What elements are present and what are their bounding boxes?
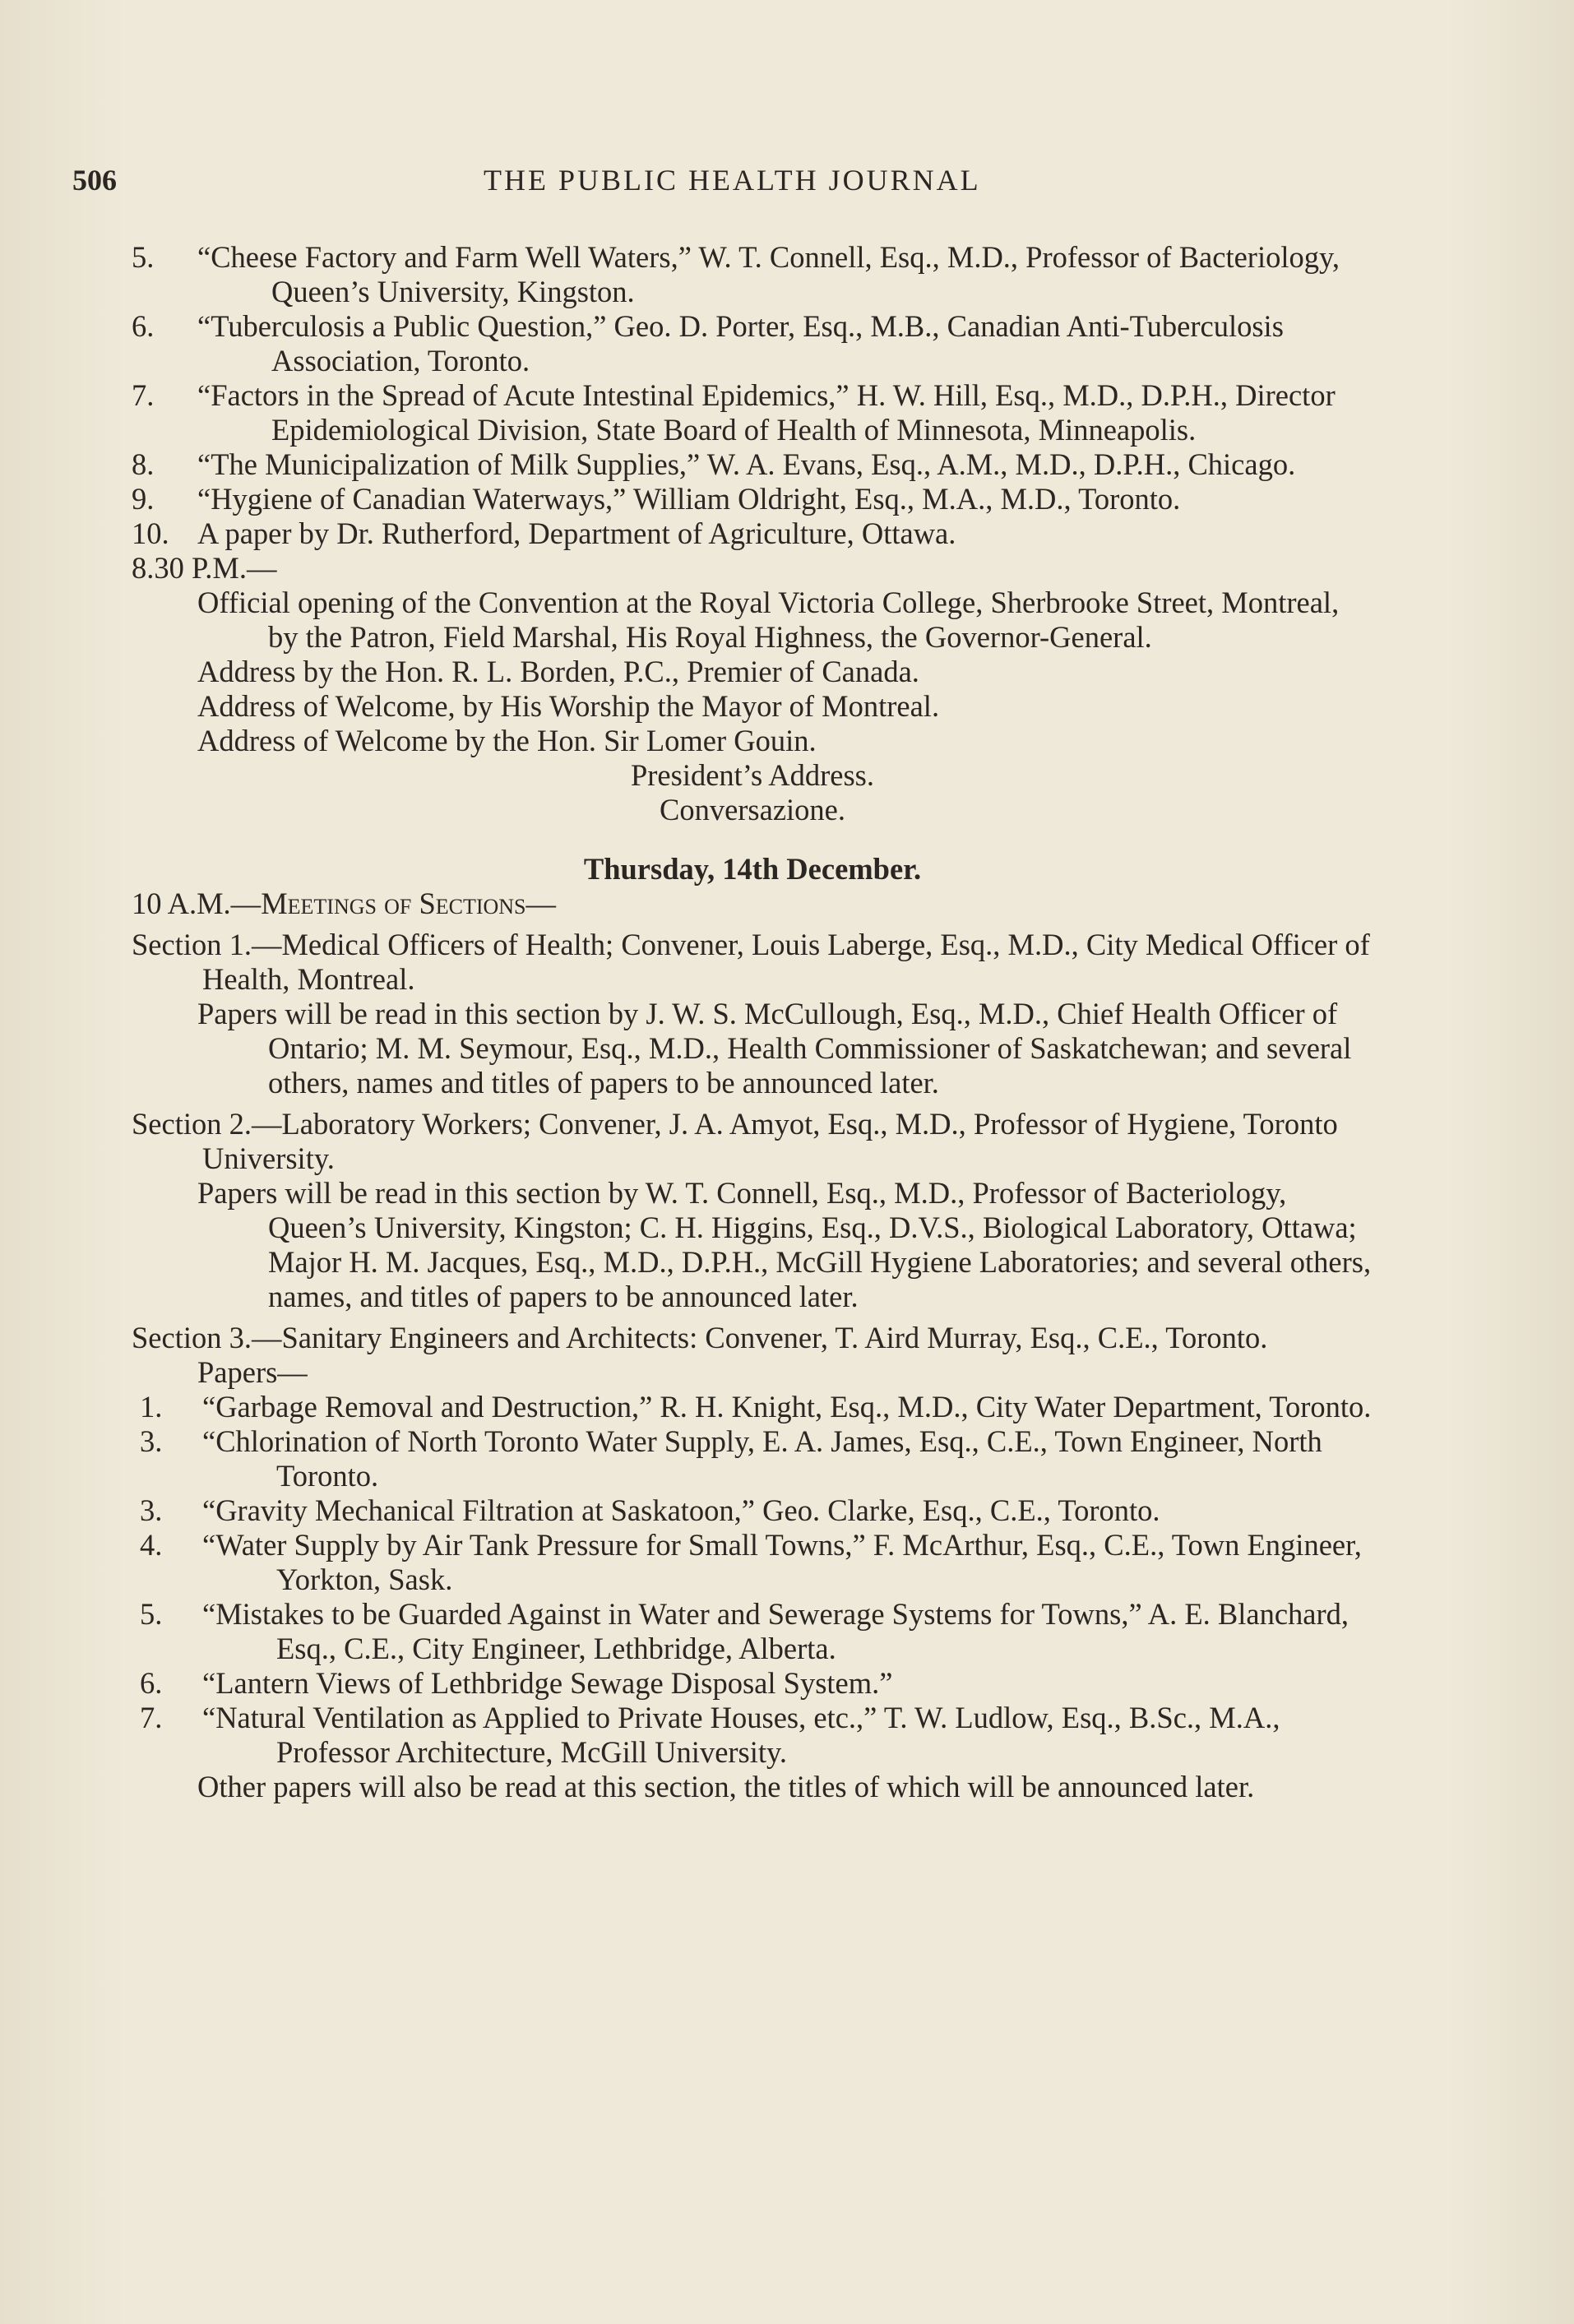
section-3: Section 3.—Sanitary Engineers and Architects: Convener, T. Aird Murray, Esq., C.E., Toronto. (132, 1321, 1268, 1354)
section-1-papers: Papers will be read in this section by J. W. S. McCullough, Esq., M.D., Chief Health Officer of Ontario; M. M. Seymour, Esq., M.D., Health Commissioner of Saskatchewan; and several others, names and titles of papers to be announced later. (197, 997, 1352, 1100)
item-number: 10. (132, 516, 169, 550)
section-1: Section 1.—Medical Officers of Health; Convener, Louis Laberge, Esq., M.D., City Medical Officer of Health, Montreal. (132, 928, 1370, 996)
item-number: 8. (132, 447, 155, 481)
item-number: 3. (140, 1493, 163, 1527)
item-number: 5. (140, 1597, 163, 1631)
item-number: 5. (132, 240, 155, 274)
item-text: “Chlorination of North Toronto Water Supply, E. A. James, Esq., C.E., Town Engineer, North Toronto. (202, 1424, 1322, 1493)
evening-programme (132, 551, 1373, 827)
list-item (132, 516, 1373, 551)
item-text: A paper by Dr. Rutherford, Department of Agriculture, Ottawa. (197, 516, 956, 550)
list-item (132, 1390, 1373, 1424)
item-text: “Gravity Mechanical Filtration at Saskatoon,” Geo. Clarke, Esq., C.E., Toronto. (202, 1493, 1160, 1527)
evening-time: 8.30 P.M.— (132, 551, 277, 585)
item-number: 4. (140, 1528, 163, 1562)
presidents-address: President’s Address. (630, 758, 875, 792)
list-item (132, 1666, 1373, 1701)
section-2-papers: Papers will be read in this section by W. T. Connell, Esq., M.D., Professor of Bacteriology, Queen’s University, Kingston; C. H. Higgins, Esq., D.V.S., Biological Laboratory, Ottawa; Major H. M. Jacques, Esq., M.D., D.P.H., McGill Hygiene Laboratories; and several others, names, and titles of papers to be announced later. (197, 1176, 1372, 1313)
item-text: “The Municipalization of Milk Supplies,” W. A. Evans, Esq., A.M., M.D., D.P.H., Chicago. (197, 447, 1296, 481)
item-text: “Cheese Factory and Farm Well Waters,” W. T. Connell, Esq., M.D., Professor of Bacteriology, Queen’s University, Kingston. (197, 240, 1340, 308)
list-item (132, 482, 1373, 516)
official-opening: Official opening of the Convention at the Royal Victoria College, Sherbrooke Street, Montreal, by the Patron, Field Marshal, His Royal Highness, the Governor-General. (197, 586, 1340, 654)
list-item (132, 378, 1373, 447)
item-text: “Tuberculosis a Public Question,” Geo. D. Porter, Esq., M.B., Canadian Anti-Tuberculosis Association, Toronto. (197, 309, 1284, 377)
sections-programme (132, 887, 1373, 1804)
list-item (132, 1701, 1373, 1770)
address-gouin: Address of Welcome by the Hon. Sir Lomer Gouin. (197, 724, 817, 757)
item-number: 3. (140, 1424, 163, 1458)
meetings-time-line (132, 887, 1373, 921)
section-3-footer: Other papers will also be read at this section, the titles of which will be announced later. (197, 1770, 1255, 1803)
item-number: 1. (140, 1390, 163, 1424)
section-2: Section 2.—Laboratory Workers; Convener, J. A. Amyot, Esq., M.D., Professor of Hygiene, Toronto University. (132, 1107, 1338, 1175)
day-heading: Thursday, 14th December. (583, 852, 922, 886)
page-header (72, 163, 1388, 206)
page-body (132, 240, 1373, 1804)
meetings-time: 10 A.M.— (132, 887, 262, 920)
list-item (132, 240, 1373, 309)
list-item (132, 447, 1373, 482)
item-text: “Mistakes to be Guarded Against in Water and Sewerage Systems for Towns,” A. E. Blanchard, Esq., C.E., City Engineer, Lethbridge, Alberta. (202, 1597, 1349, 1665)
meetings-label: Meetings of Sections— (261, 887, 557, 920)
item-number: 6. (140, 1666, 163, 1700)
address-borden: Address by the Hon. R. L. Borden, P.C., Premier of Canada. (197, 655, 919, 688)
item-text: “Factors in the Spread of Acute Intestinal Epidemics,” H. W. Hill, Esq., M.D., D.P.H., Director Epidemiological Division, State Board of Health of Minnesota, Minneapolis. (197, 378, 1336, 447)
list-item (132, 1597, 1373, 1666)
papers-list (132, 240, 1373, 551)
item-number: 9. (132, 482, 155, 516)
item-number: 6. (132, 309, 155, 343)
address-mayor: Address of Welcome, by His Worship the Mayor of Montreal. (197, 689, 940, 723)
list-item (132, 1424, 1373, 1493)
item-text: “Garbage Removal and Destruction,” R. H. Knight, Esq., M.D., City Water Department, Toronto. (202, 1390, 1372, 1424)
page-number: 506 (72, 164, 117, 197)
item-text: “Natural Ventilation as Applied to Private Houses, etc.,” T. W. Ludlow, Esq., B.Sc., M.A., Professor Architecture, McGill University. (202, 1701, 1280, 1769)
item-text: “Water Supply by Air Tank Pressure for Small Towns,” F. McArthur, Esq., C.E., Town Engineer, Yorkton, Sask. (202, 1528, 1362, 1596)
list-item (132, 1528, 1373, 1597)
list-item (132, 1493, 1373, 1528)
running-head: THE PUBLIC HEALTH JOURNAL (484, 164, 981, 197)
item-text: “Hygiene of Canadian Waterways,” William Oldright, Esq., M.A., M.D., Toronto. (197, 482, 1181, 516)
conversazione: Conversazione. (659, 793, 846, 826)
section-3-papers-list (132, 1390, 1373, 1770)
item-number: 7. (132, 378, 155, 412)
section-3-papers-label: Papers— (197, 1355, 308, 1389)
item-number: 7. (140, 1701, 163, 1734)
list-item (132, 309, 1373, 378)
item-text: “Lantern Views of Lethbridge Sewage Disposal System.” (202, 1666, 893, 1700)
